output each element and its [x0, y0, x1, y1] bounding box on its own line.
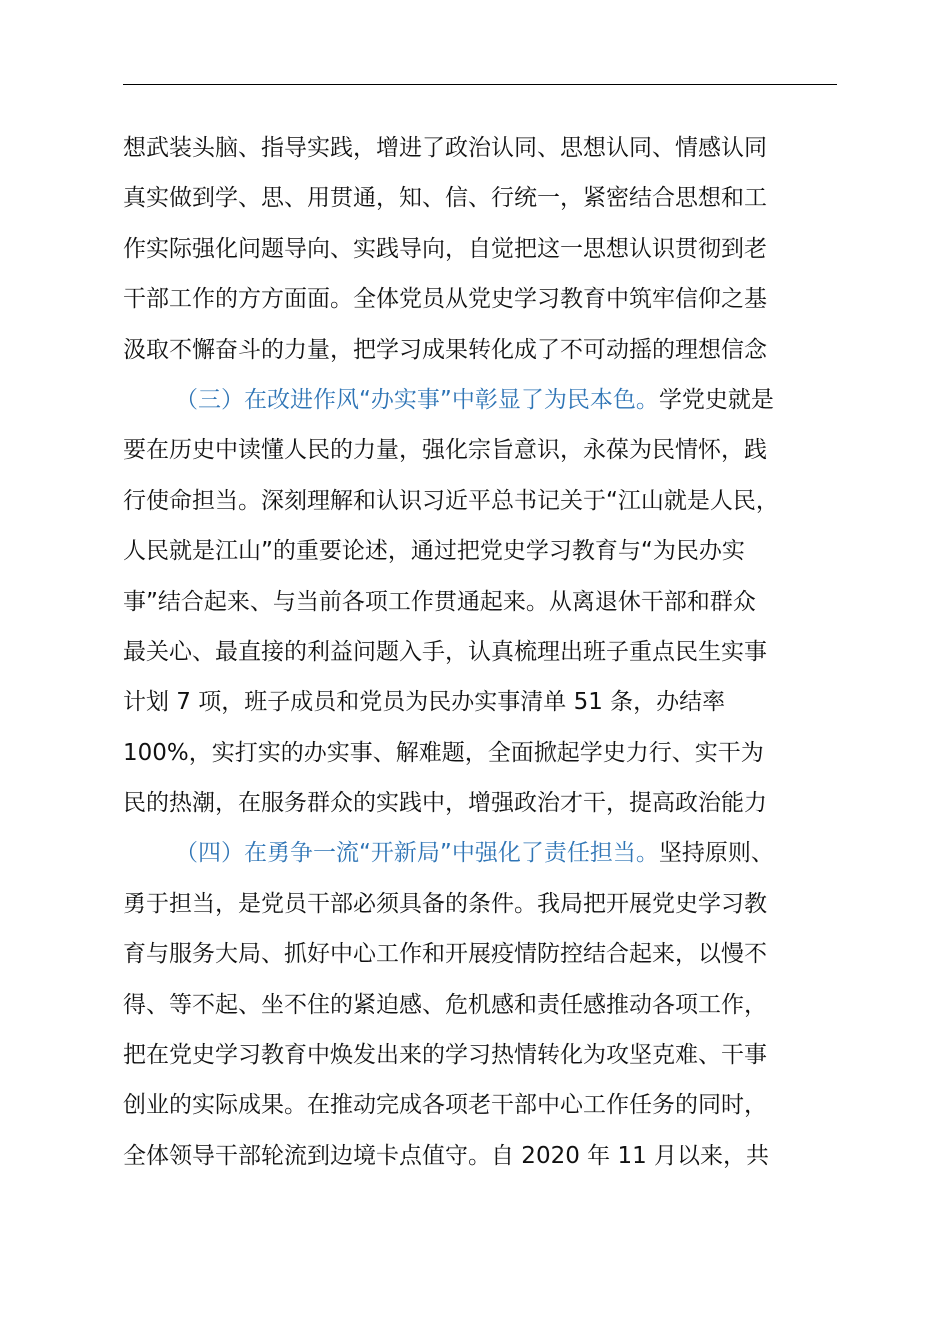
text-line: 民的热潮，在服务群众的实践中，增强政治才干，提高政治能力: [123, 790, 767, 817]
text-line: 作实际强化问题导向、实践导向，自觉把这一思想认识贯彻到老: [123, 235, 767, 262]
text-line: 人民就是江山”的重要论述，通过把党史学习教育与“为民办实: [123, 538, 745, 565]
text-line: 创业的实际成果。在推动完成各项老干部中心工作任务的同时，: [123, 1092, 767, 1119]
text-line: 100%，实打实的办实事、解难题，全面掀起学史力行、实干为: [123, 739, 764, 766]
section-3-paragraph: [123, 375, 883, 829]
text-line: 要在历史中读懂人民的力量，强化宗旨意识，永葆为民情怀，践: [123, 437, 767, 464]
section-4-lead-text: 坚持原则、: [658, 840, 774, 867]
text-line: 把在党史学习教育中焕发出来的学习热情转化为攻坚克难、干事: [123, 1042, 767, 1069]
text-line: 行使命担当。深刻理解和认识习近平总书记关于“江山就是人民，: [123, 487, 779, 514]
text-line: 勇于担当，是党员干部必须具备的条件。我局把开展党史学习教: [123, 890, 767, 917]
text-line: 育与服务大局、抓好中心工作和开展疫情防控结合起来，以慢不: [123, 941, 767, 968]
section-3-lead-text: 学党史就是: [658, 386, 774, 413]
section-4-paragraph: [123, 828, 883, 1181]
document-body: [123, 123, 883, 1181]
text-line: 真实做到学、思、用贯通，知、信、行统一，紧密结合思想和工: [123, 185, 767, 212]
section-3-first-line: [123, 375, 883, 425]
text-line: 得、等不起、坐不住的紧迫感、危机感和责任感推动各项工作，: [123, 991, 767, 1018]
text-line: 想武装头脑、指导实践，增进了政治认同、思想认同、情感认同: [123, 135, 767, 161]
section-3-heading: （三）在改进作风“办实事”中彰显了为民本色。: [175, 386, 659, 413]
paragraph-continued: [123, 123, 883, 375]
text-line: 最关心、最直接的利益问题入手，认真梳理出班子重点民生实事: [123, 638, 767, 665]
text-line: 计划 7 项，班子成员和党员为民办实事清单 51 条，办结率: [123, 689, 726, 716]
header-rule: [123, 84, 837, 85]
text-line: 干部工作的方方面面。全体党员从党史学习教育中筑牢信仰之基: [123, 286, 767, 313]
section-4-first-line: [123, 828, 883, 878]
text-line: 汲取不懈奋斗的力量，把学习成果转化成了不可动摇的理想信念: [123, 336, 767, 363]
text-line: 事”结合起来、与当前各项工作贯通起来。从离退休干部和群众: [123, 588, 756, 615]
section-4-heading: （四）在勇争一流“开新局”中强化了责任担当。: [175, 840, 659, 867]
text-line: 全体领导干部轮流到边境卡点值守。自 2020 年 11 月以来，共: [123, 1142, 770, 1169]
